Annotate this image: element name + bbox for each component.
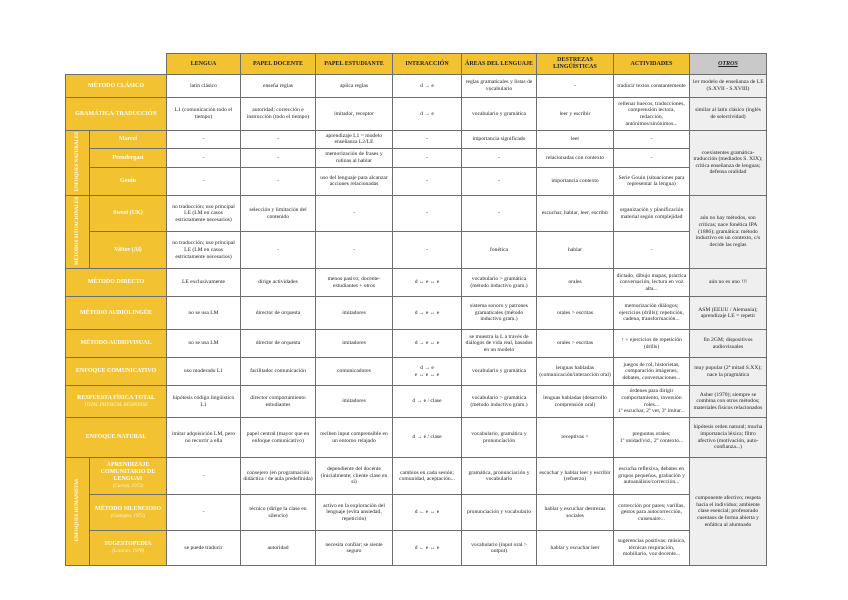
cell-papel-docente: técnico (dirige la clase en silencio) [241,495,316,531]
cell-interaccion: d → e e ↔ e ↔ e [393,358,462,386]
cell-interaccion: - [393,232,462,269]
cell-interaccion: d → e [393,75,462,98]
cell-areas: gramática, pronunciación y vocabulario [462,458,537,495]
cell-papel-docente: facilitador comunicación [241,358,316,386]
row-sweet [66,195,767,232]
method-title: MÉTODO SILENCIOSO [94,505,162,512]
cell-actividades: - [614,131,690,149]
cell-papel-estudiante: menos pasivo; docente-estudiantes + otros [316,269,393,297]
header-row [66,54,767,75]
cell-areas: vocabulario > gramática (método inductivo gram.) [462,269,537,297]
cell-actividades: órdenes para dirigir comportamiento, inversión roles... 1º escuchar, 2º ver, 3º imitar... [614,386,690,418]
cell-destrezas: orales > escritas [537,297,614,330]
cell-lengua: latín clásico [167,75,241,98]
cell-lengua: - [167,458,241,495]
method-name: MÉTODO AUDIOLINGÜE [66,297,167,330]
row-audiovisual [66,330,767,358]
method-name: Sweet (UK) [90,195,167,232]
cell-areas: se muestra la L a través de diálogos de vida real, basados en un modelo [462,330,537,358]
cell-lengua: - [167,148,241,168]
cell-papel-estudiante: aprendizaje L1 = modelo enseñanza L2/LE [316,131,393,149]
row-sugestopedia [66,531,767,566]
cell-lengua: no traducción; uso principal LE (LM en casos estrictamente necesarios) [167,232,241,269]
cell-lengua: - [167,495,241,531]
method-name: Prendergast [90,148,167,168]
cell-destrezas: importancia contexto [537,168,614,195]
cell-papel-estudiante: - [316,232,393,269]
cell-destrezas: orales > escritas [537,330,614,358]
cell-areas: fonética [462,232,537,269]
cell-papel-docente: papel central (mayor que en enfoque comunicativo) [241,418,316,458]
row-respuesta-fisica-total [66,386,767,418]
method-name: Marcel [90,131,167,149]
cell-areas: importancia significado [462,131,537,149]
row-audiolingue [66,297,767,330]
method-name: GRAMÁTICA-TRADUCCIÓN [66,98,167,131]
cell-papel-docente: consejero (en programación didáctica / de aula predefinida) [241,458,316,495]
cell-papel-docente: dirige actividades [241,269,316,297]
header-papel-estudiante: PAPEL ESTUDIANTE [316,54,393,75]
cell-papel-docente: director de orquesta [241,297,316,330]
method-name: Gouin [90,168,167,195]
cell-papel-estudiante: imitadores [316,297,393,330]
cell-lengua: se puede traducir [167,531,241,566]
cell-interaccion: d → e ↔ e [393,297,462,330]
cell-actividades: memorización diálogos; ejercicios (drills); repetición, cadena, transformación... [614,297,690,330]
cell-areas: pronunciación y vocabulario [462,495,537,531]
cell-papel-estudiante: imitadores [316,330,393,358]
cell-papel-estudiante: necesita confiar; se siente seguro [316,531,393,566]
cell-areas: - [462,168,537,195]
cell-papel-estudiante: dependiente del docente (inicialmente; cliente clase en sí) [316,458,393,495]
cell-areas: vocabulario y gramática [462,98,537,131]
cell-destrezas: leer y escribir [537,98,614,131]
method-subtitle: (Curran, 1972) [112,484,144,490]
cell-actividades: - [614,148,690,168]
cell-lengua: L1 (comunicación todo el tiempo) [167,98,241,131]
row-aprendizaje-comunitario [66,458,767,495]
cell-otros: Asher (1970); siempre se combina con otros métodos; materiales físicos relacionados [690,386,767,418]
cell-otros-enfoques-humanistas: componente afectivo; respeta hacia el individuo; ambiente clase esencial; profesorado cuentaos de forma abierta y enfática al alumnado [690,458,767,566]
cell-destrezas: receptivas > [537,418,614,458]
method-name: MÉTODO CLÁSICO [66,75,167,98]
cell-areas: - [462,195,537,232]
cell-actividades: ↑ + ejercicios de repetición (drills) [614,330,690,358]
cell-papel-docente: director de orquesta [241,330,316,358]
cell-destrezas: hablar y escuchar leer [537,531,614,566]
cell-interaccion: d → e [393,98,462,131]
row-gouin [66,168,767,195]
cell-actividades: Serie Gouin (situaciones para representar la lengua) [614,168,690,195]
cell-papel-docente: - [241,148,316,168]
cell-papel-estudiante: activo en la exploración del lenguaje (evita ansiedad, repetición) [316,495,393,531]
cell-destrezas: lenguas habladas (comunicación/interacción oral) [537,358,614,386]
cell-papel-docente: enseña reglas [241,75,316,98]
group-metodos-situacionales: MÉTODOS SITUACIONALES [66,195,90,269]
cell-otros: fin 2GM; dispositivos audiovisuales [690,330,767,358]
row-enfoque-natural [66,418,767,458]
cell-interaccion: d → e ↔ e [393,330,462,358]
method-subtitle: TOTAL PHYSICAL RESPONSE [84,402,148,408]
cell-areas: - [462,148,537,168]
cell-actividades: corrección por pares; varillas, gestos para autocorrección, cuisenaire... [614,495,690,531]
method-name [90,458,167,495]
header-actividades: ACTIVIDADES [614,54,690,75]
cell-lengua: hipótesis código lingüístico L1 [167,386,241,418]
cell-destrezas: hablar y escuchar destrezas sociales [537,495,614,531]
header-destrezas: DESTREZAS LINGÜÍSTICAS [537,54,614,75]
cell-papel-docente: director comportamiento estudiantes [241,386,316,418]
cell-destrezas: orales [537,269,614,297]
cell-papel-docente: - [241,131,316,149]
header-otros: OTROS [690,54,767,75]
cell-destrezas: - [537,75,614,98]
method-title: RESPUESTA FÍSICA TOTAL [77,394,155,401]
cell-papel-docente: - [241,232,316,269]
cell-destrezas: lenguas habladas (desarrollo comprensión oral) [537,386,614,418]
cell-lengua: no se usa LM [167,297,241,330]
cell-interaccion: - [393,148,462,168]
cell-lengua: no se usa LM [167,330,241,358]
cell-interaccion: cambios en cada sesión; comunidad, aceptación... [393,458,462,495]
group-enfoques-humanistas: ENFOQUES HUMANISTAS [66,458,90,566]
method-subtitle: (Gattegno, 1972) [110,513,146,519]
cell-papel-docente: - [241,168,316,195]
method-title: SUGESTOPEDIA [104,541,152,548]
row-metodo-directo [66,269,767,297]
cell-papel-estudiante: reciben input comprensible en un entorno relajado [316,418,393,458]
cell-otros: ASM (EEUU / Alemania); aprendizaje LE = repetir [690,297,767,330]
cell-actividades: rellenar huecos, traducciones, comprensión lectora, redacción, antónimos/sinónimos... [614,98,690,131]
cell-actividades: escucha reflexiva, debates en grupos pequeños, grabación y autoanálisis/corrección... [614,458,690,495]
methods-comparison-table [65,53,767,566]
cell-areas: sistema sonoro y patrones gramaticales (método inductivo gram.) [462,297,537,330]
method-name: Viëtor (Al) [90,232,167,269]
cell-areas: vocabulario (input oral > output) [462,531,537,566]
cell-actividades: preguntas orales; 1º unidad/vid., 2º contexto... [614,418,690,458]
cell-papel-estudiante: - [316,195,393,232]
cell-interaccion: d ← e ↔ e [393,531,462,566]
method-title: APRENDIZAJE COMUNITARIO DE LENGUAS [100,462,156,483]
method-subtitle: (Lozanov, 1978) [111,549,145,555]
row-metodo-silencioso [66,495,767,531]
method-name [66,386,167,418]
cell-destrezas: escuchar y hablar leer y escribir (refuerzo) [537,458,614,495]
cell-otros: muy popular (2ª mitad S.XX); nace la pragmática [690,358,767,386]
cell-lengua: imitar adquisición LM, pero no recurrir a ella [167,418,241,458]
cell-areas: reglas gramaticales y listas de vocabulario [462,75,537,98]
row-enfoque-comunicativo [66,358,767,386]
cell-interaccion: - [393,168,462,195]
cell-otros-enfoques-naturales: coexistentes gramática-traducción (mediados S. XIX); crítica enseñanza de lenguas; defensa oralidad [690,131,767,196]
header-spacer [66,54,167,75]
cell-actividades: traducir textos constantemente [614,75,690,98]
cell-papel-docente: autoridad; corrección e instrucción (todo el tiempo) [241,98,316,131]
cell-actividades: dictado, dibujo mapas, práctica conversación, lectura en voz alta... [614,269,690,297]
cell-papel-estudiante: imitadores [316,386,393,418]
method-name: ENFOQUE COMUNICATIVO [66,358,167,386]
method-name [90,531,167,566]
row-marcel [66,131,767,149]
cell-lengua: uso moderado L1 [167,358,241,386]
cell-destrezas: leer [537,131,614,149]
cell-interaccion: d ← e ↔ e [393,495,462,531]
cell-papel-estudiante: memorización de frases y rutinas al hablar [316,148,393,168]
method-name [90,495,167,531]
cell-lengua: no traducción; uso principal LE (LM en casos estrictamente necesarios) [167,195,241,232]
cell-interaccion: d → e / clase [393,386,462,418]
cell-actividades: sugerencias positivas; música, técnicas respiración, mobiliario, voz docente... [614,531,690,566]
group-enfoques-naturales: ENFOQUES NATURALES [66,131,90,196]
cell-papel-estudiante: uso del lenguaje para alcanzar acciones relacionadas [316,168,393,195]
cell-areas: vocabulario, gramática y pronunciación [462,418,537,458]
cell-actividades: organización y planificación material según complejidad [614,195,690,232]
cell-lengua: - [167,168,241,195]
cell-papel-estudiante: imitador, receptor [316,98,393,131]
cell-interaccion: d ↔ e ↔ e [393,269,462,297]
cell-otros: similar al latín clásico (inglés de selectividad) [690,98,767,131]
method-name: MÉTODO AUDIOVISUAL [66,330,167,358]
cell-otros: 1er modelo de enseñanza de LE (S.XVII - S.XVIII) [690,75,767,98]
cell-otros-metodos-situacionales: aún no hay métodos, son críticas; nace fonética IPA (1886); gramática: método inductivo en un contexto, c/s decide las reglas [690,195,767,269]
header-interaccion: INTERACCIÓN [393,54,462,75]
cell-areas: vocabulario y gramática [462,358,537,386]
cell-papel-estudiante: aplica reglas [316,75,393,98]
method-name: MÉTODO DIRECTO [66,269,167,297]
methods-comparison-table-wrapper [65,53,767,566]
cell-destrezas: escuchar, hablar, leer, escribir [537,195,614,232]
cell-destrezas: hablar [537,232,614,269]
row-vietor [66,232,767,269]
cell-interaccion: - [393,195,462,232]
cell-actividades: juegos de rol, historietas, comparación imágenes, debates, conversaciones... [614,358,690,386]
method-name: ENFOQUE NATURAL [66,418,167,458]
cell-papel-docente: autoridad [241,531,316,566]
row-metodo-clasico [66,75,767,98]
cell-lengua: LE exclusivamente [167,269,241,297]
header-papel-docente: PAPEL DOCENTE [241,54,316,75]
cell-papel-estudiante: comunicadores [316,358,393,386]
row-prendergast [66,148,767,168]
cell-interaccion: d → e / clase [393,418,462,458]
cell-destrezas: relacionadas con contexto [537,148,614,168]
cell-otros: hipótesis orden natural; mucha importancia léxica; filtro afectivo (motivación, auto-confianza...) [690,418,767,458]
cell-lengua: - [167,131,241,149]
cell-papel-docente: selección y limitación del contenido [241,195,316,232]
row-gramatica-traduccion [66,98,767,131]
header-lengua: LENGUA [167,54,241,75]
cell-actividades: - [614,232,690,269]
cell-areas: vocabulario > gramática (método inductivo gram.) [462,386,537,418]
cell-otros: aún no es uno !!! [690,269,767,297]
header-areas-lenguaje: ÁREAS DEL LENGUAJE [462,54,537,75]
cell-interaccion: - [393,131,462,149]
